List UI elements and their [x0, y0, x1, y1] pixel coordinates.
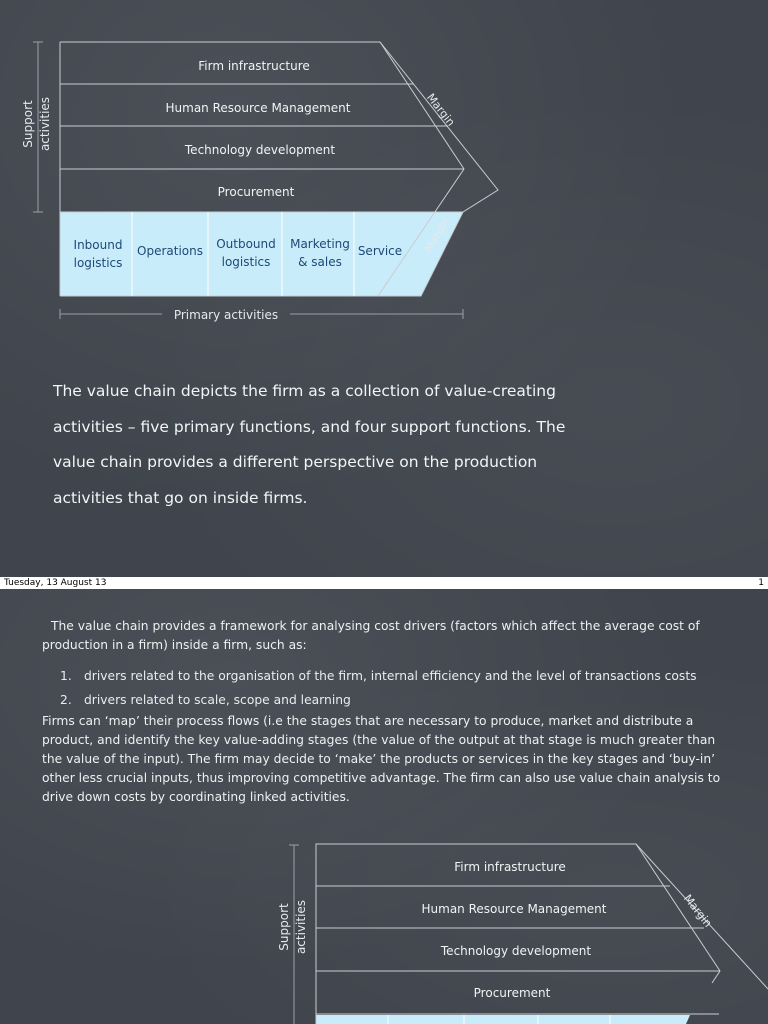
- list-item-text: drivers related to the organisation of the firm, internal efficiency and the level of transactions costs: [84, 669, 697, 683]
- primary-cell-outbound-l1: Outbound: [216, 237, 276, 251]
- primary-activities-label: Primary activities: [173, 308, 279, 322]
- primary-cell-operations: Operations: [137, 244, 203, 258]
- footer-page-number: 1: [758, 578, 764, 588]
- slide2-paragraph: Firms can ‘map’ their process flows (i.e the stages that are necessary to produce, market and distribute a product, and identify the key value-adding stages (the value of the output at that stage is much greater than the value of the input). The firm may decide to ‘make’ the products or services in the key stages and ‘buy-in’ other less crucial inputs, thus improving competitive advantage. The firm can also use value chain analysis to drive down costs by coordinating linked activities.: [42, 714, 721, 804]
- primary-activities-fill: [316, 1015, 690, 1024]
- support-row-firm-infrastructure: Firm infrastructure: [454, 860, 566, 874]
- support-row-hrm: Human Resource Management: [165, 101, 351, 115]
- slide2-intro: The value chain provides a framework for analysing cost drivers (factors which affect the average cost of production in a firm) inside a firm, such as:: [42, 619, 700, 652]
- primary-cell-service: Service: [357, 244, 403, 258]
- margin-label-bottom: Margin: [421, 215, 453, 255]
- support-label-line1: Support: [277, 903, 291, 951]
- slide1-paragraph: The value chain depicts the firm as a collection of value-creating activities – five primary functions, and four support functions. The value chain provides a different perspective on the production activities that go on inside firms.: [53, 382, 566, 507]
- support-row-hrm: Human Resource Management: [421, 902, 607, 916]
- footer-date: Tuesday, 13 August 13: [4, 578, 107, 588]
- support-label-line1: Support: [21, 100, 35, 148]
- support-row-procurement: Procurement: [473, 986, 551, 1000]
- page-footer: [0, 577, 768, 589]
- list-item: [60, 664, 740, 688]
- support-row-technology: Technology development: [440, 944, 592, 958]
- support-row-procurement: Procurement: [217, 185, 295, 199]
- support-label-line2: activities: [38, 96, 52, 152]
- primary-cell-outbound-l2: logistics: [221, 255, 271, 269]
- list-item: [60, 688, 740, 712]
- primary-cell-marketing-l2: & sales: [298, 255, 342, 269]
- support-row-firm-infrastructure: Firm infrastructure: [198, 59, 310, 73]
- primary-cell-marketing-l1: Marketing: [290, 237, 350, 251]
- support-label-line2: activities: [294, 899, 308, 955]
- value-chain-diagram: [0, 0, 768, 340]
- margin-label-top: Margin: [424, 91, 458, 129]
- list-item-number: 2.: [60, 693, 72, 707]
- margin-label-top: Margin: [681, 892, 715, 930]
- primary-cell-inbound-l1: Inbound: [73, 238, 123, 252]
- cost-driver-list: [60, 664, 740, 712]
- primary-cell-inbound-l2: logistics: [73, 256, 123, 270]
- primary-activities-fill: [60, 212, 463, 296]
- list-item-number: 1.: [60, 669, 72, 683]
- slide-2: [0, 589, 768, 1024]
- support-row-technology: Technology development: [184, 143, 336, 157]
- list-item-text: drivers related to scale, scope and learning: [84, 693, 351, 707]
